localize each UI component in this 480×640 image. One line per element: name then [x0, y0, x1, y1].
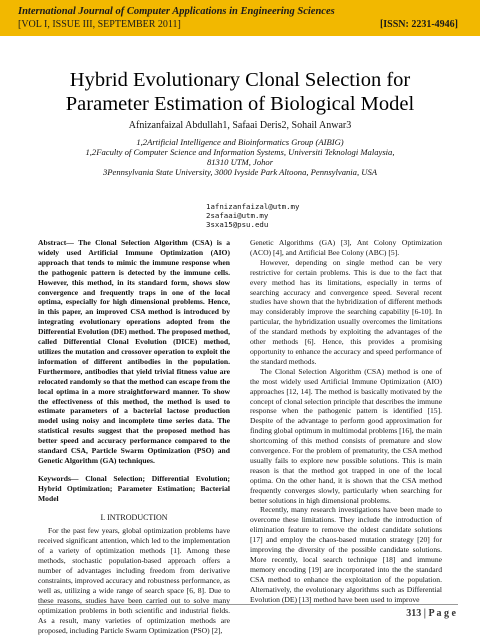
- section-heading: I. INTRODUCTION: [100, 512, 168, 522]
- right-column: [250, 238, 442, 605]
- footer-divider: [38, 604, 458, 605]
- email-address[interactable]: 1afnizanfaizal@utm.my: [206, 202, 300, 211]
- authors: Afnizanfaizal Abdullah1, Safaai Deris2, Sohail Anwar3: [128, 120, 352, 131]
- abstract: Abstract— The Clonal Selection Algorithm (CSA) is a widely used Artificial Immune Optimization (AIO) approach that tends to mimic the immune response when the pathogenic pattern is detected by the immune cells. However, this method, in its standard form, shows slow convergence and frequently traps in one of the local optima, especially for high dimensional problems. Hence, in this paper, an improved CSA method is introduced by integrating evolutionary operations adopted from the Differential Evolution (DE) method. The proposed method, called Differential Clonal Evolution (DICE) method, utilizes the mutation and crossover operation to exploit the information of different antibodies in the population. Furthermore, antibodies that yield trivial fitness value are relocated randomly so that the method can escape from the local optima in a more straightforward manner. To show the effectiveness of this method, the method is used to estimate parameters of a bacterial lactose production model using noisy and incomplete time series data. The statistical results suggest that the proposed method has better speed and accuracy performance compared to the standard CSA, Particle Swarm Optimization (PSO) and Genetic Algorithm (GA) techniques.: [38, 238, 230, 465]
- body-paragraph: However, depending on single method can be very restrictive for certain problems. This is due to the fact that every method has its limitations, especially in terms of searching accuracy and convergence speed. Several recent studies have shown that the hybridization of different methods may considerably improve the searching capability [6-10]. In particular, the hybridization usually overcomes the limitations of the standard methods by exploiting the advantages of the other methods [6]. Hence, this provides a promising opportunity to enhance the accuracy and speed performance of the standard methods.: [250, 257, 442, 366]
- affiliation-line: 81310 UTM, Johor: [206, 157, 274, 167]
- issn: [ISSN: 2231-4946]: [379, 19, 458, 30]
- journal-name: International Journal of Computer Applications in Engineering Sciences: [18, 6, 335, 17]
- body-paragraph: Genetic Algorithms (GA) [3], Ant Colony Optimization (ACO) [4], and Artificial Bee Colony (ABC) [5].: [250, 238, 442, 257]
- volume-info: [VOL I, ISSUE III, SEPTEMBER 2011]: [18, 19, 181, 30]
- email-block: [206, 202, 299, 229]
- intro-paragraph: For the past few years, global optimization problems have received significant attention, which led to the implementation of a variety of optimization methods [1]. Among these methods, stochastic population-based approach offers a number of advantages including freedom from derivative constraints, improved accuracy and robustness performance, as well as, utilizing a wide range of search space [6, 8]. Due to these reasons, studies have been carried out to solve many optimization problems in both scientific and industrial fields. As a result, many varieties of optimization methods are proposed, including Particle Swarm Optimization (PSO) [2],: [38, 526, 230, 635]
- email-address[interactable]: 2safaai@utm.my: [206, 211, 269, 220]
- left-column: [38, 238, 230, 635]
- affiliation-line: 1,2Faculty of Computer Science and Information Systems, Universiti Teknologi Malaysia,: [85, 147, 395, 157]
- body-paragraph: The Clonal Selection Algorithm (CSA) method is one of the most widely used Artificial Immune Optimization (AIO) approaches [12, 14]. The method is basically motivated by the concept of clonal selection principle that describes the immune response when the pathogenic pattern is identified [15]. Despite of the advantage to perform good approximation for finding global optimum in multimodal problems [16], the main shortcoming of this method consists of premature and slow convergence. For the problem of prematurity, the CSA method usually fails to explore new possible solutions. This is main reason is that the method got trapped in one of the local optima. On the other hand, it is shown that the CSA method frequently converges slowly, particularly when searching for better solutions in high dimensional problems.: [250, 366, 442, 505]
- paper-title: Hybrid Evolutionary Clonal Selection for Parameter Estimation of Biological Model: [65, 69, 415, 115]
- email-address[interactable]: 3sxa15@psu.edu: [206, 220, 269, 229]
- page-number: 313 | P a g e: [406, 608, 456, 619]
- body-paragraph: Recently, many research investigations have been made to overcome these limitations. They include the introduction of elimination feature to remove the oldest candidate solutions [17] and employ the chaos-based mutation strategy [20] for improving the diversity of the possible candidate solutions. More recently, local search technique [18] and immune memory encoding [19] are incorporated into the the standard CSA method to enhance the exploitation of the population. Alternatively, the evolutionary algorithms such as Differential Evolution (DE) [13] method have been used to improve: [250, 505, 442, 604]
- affiliation-line: 3Pennsylvania State University, 3000 Ivyside Park Altoona, Pennsylvania, USA: [102, 167, 378, 177]
- affiliation-line: 1,2Artificial Intelligence and Bioinformatics Group (AIBIG): [136, 137, 344, 147]
- keywords: Keywords— Clonal Selection; Differential Evolution; Hybrid Optimization; Parameter Estimation; Bacterial Model: [38, 473, 230, 503]
